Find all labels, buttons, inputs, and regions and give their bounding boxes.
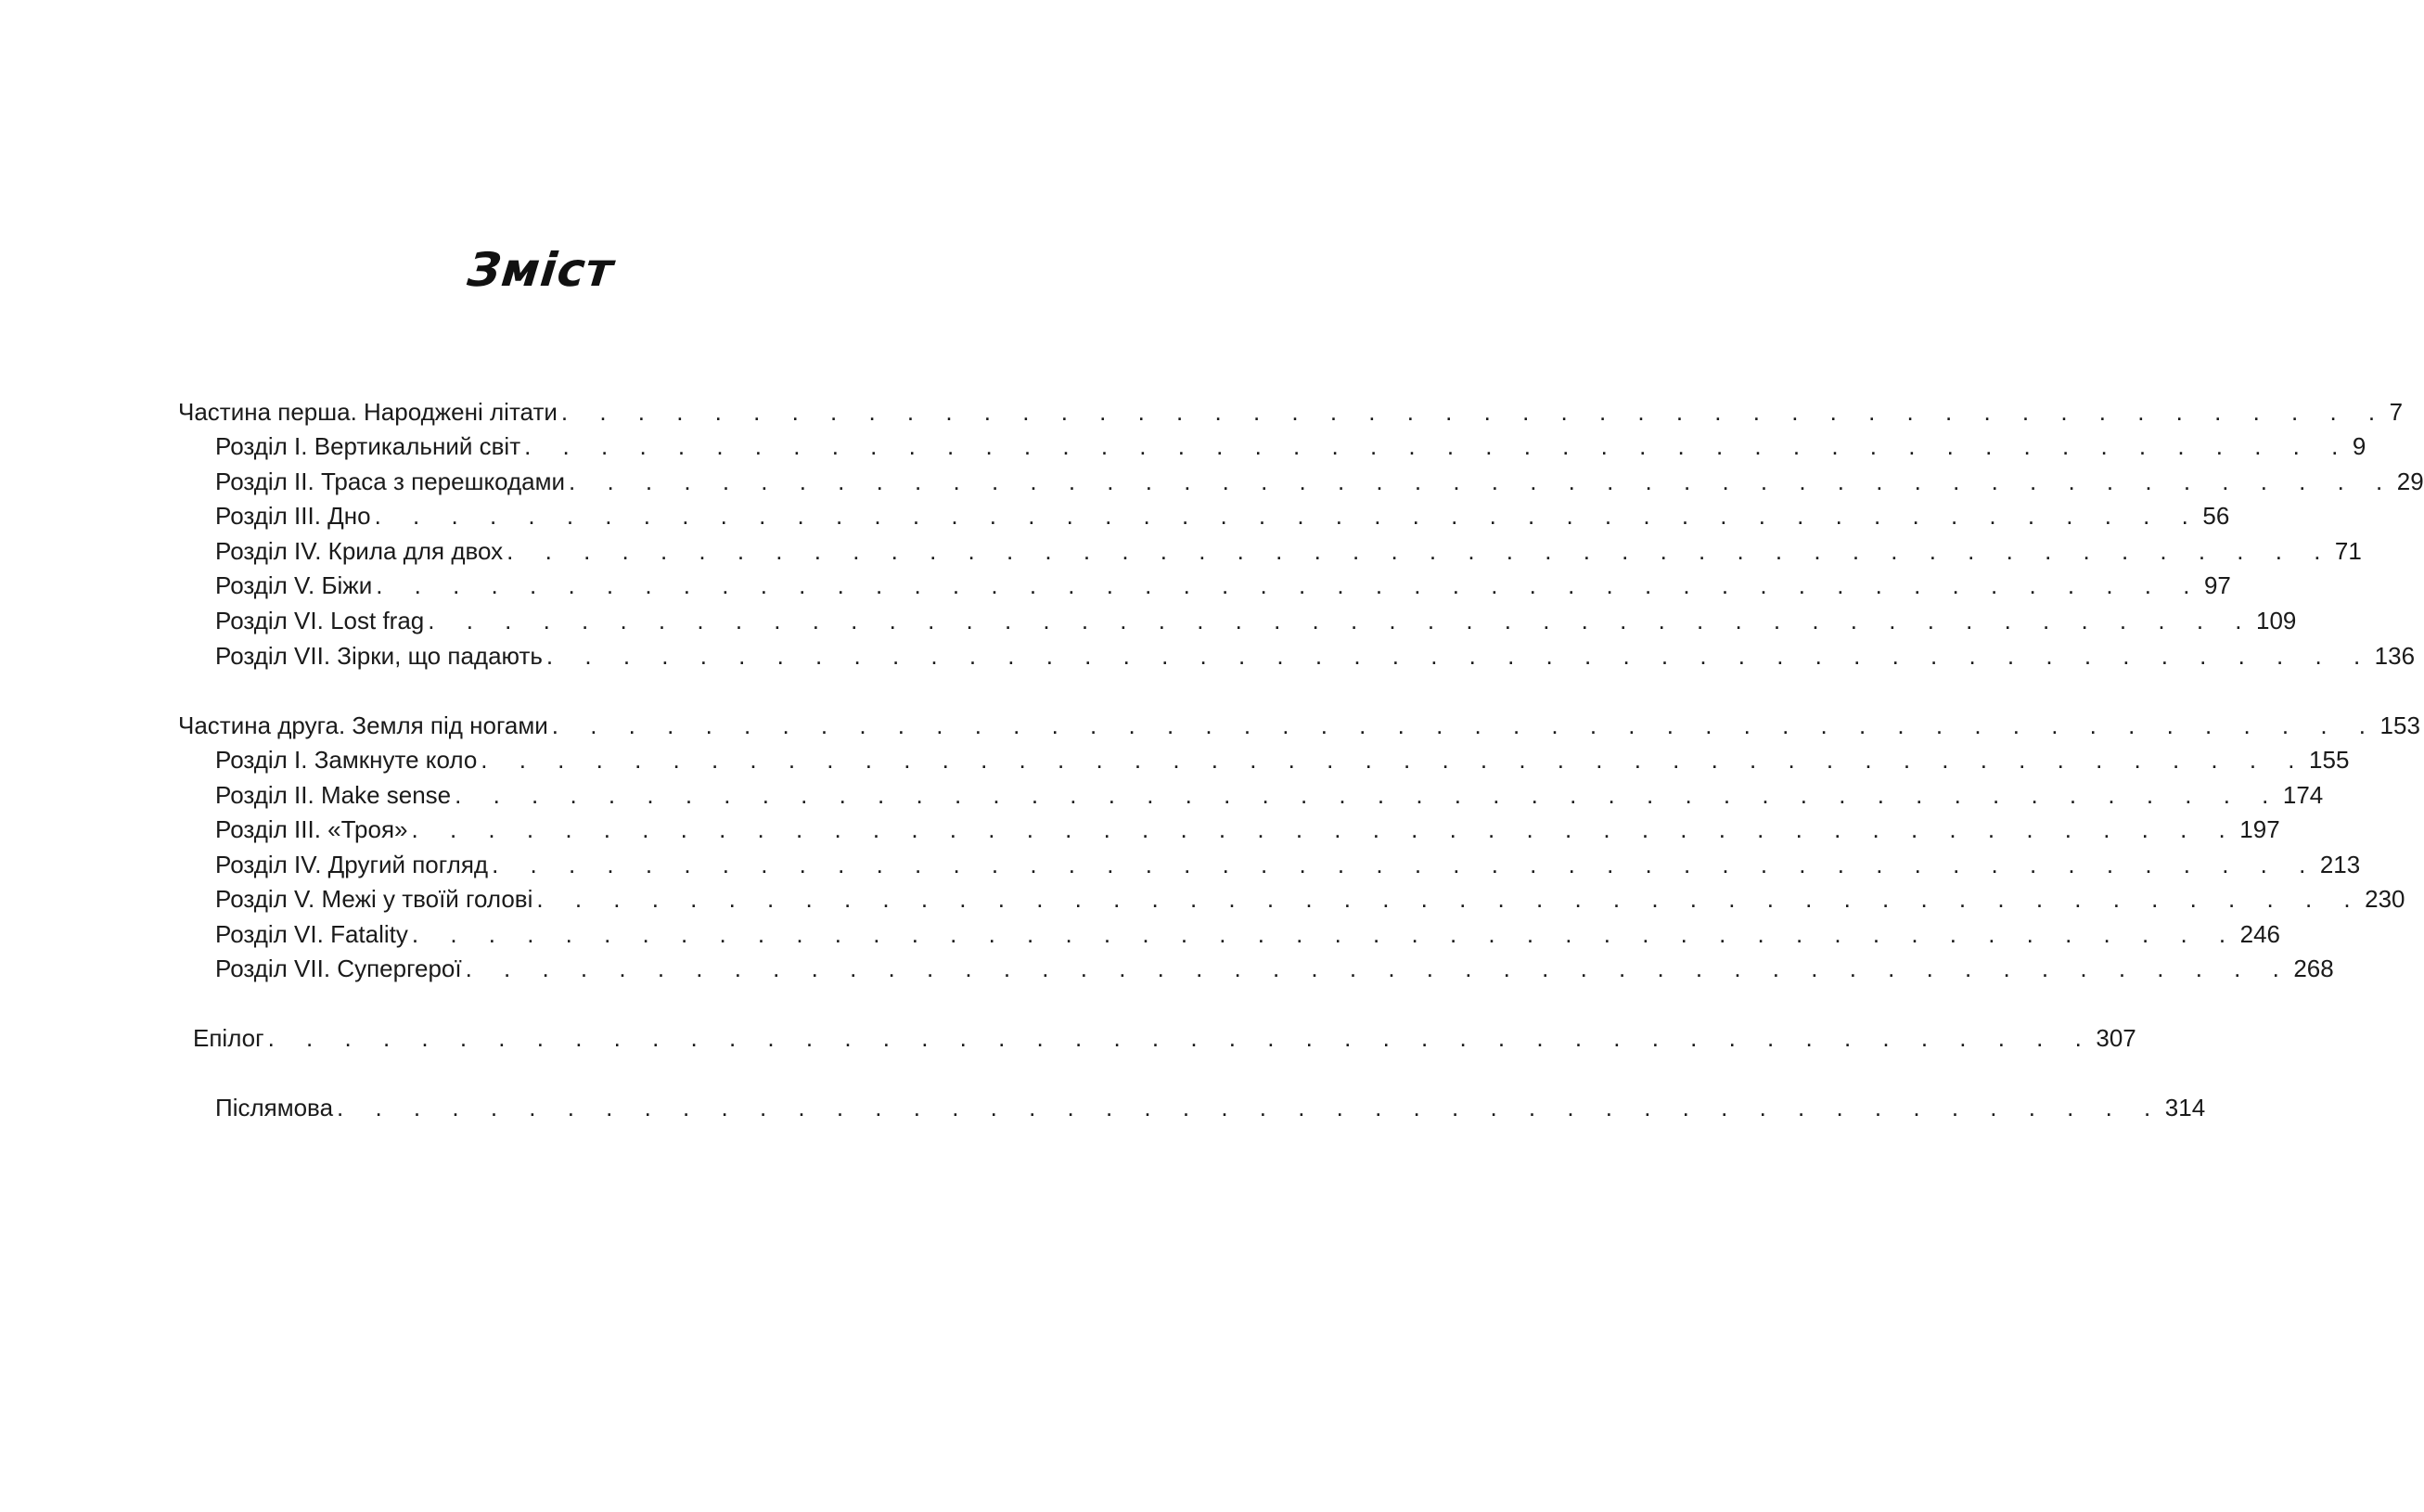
toc-part-title: Частина друга. Земля під ногами [178, 711, 548, 739]
toc-page-number: 29 [2396, 468, 2424, 495]
toc-chapter-title: Розділ VII. Супергерої [215, 955, 462, 982]
toc-page-number: 56 [2202, 502, 2230, 530]
dot-leader: . . . . . . . . . . . . . . . . . . . . . . . . . . . . . . . . . . . . . . . . . . . . . . . . [507, 537, 2333, 565]
dot-leader: . . . . . . . . . . . . . . . . . . . . . . . . . . . . . . . . . . . . . . . . . . . . . . . . [374, 502, 2201, 530]
toc-chapter-title: Розділ I. Замкнуте коло [215, 746, 478, 774]
dot-leader: . . . . . . . . . . . . . . . . . . . . . . . . . . . . . . . . . . . . . . . . . . . . . . . . [337, 1094, 2163, 1121]
toc-page-number: 268 [2293, 955, 2334, 982]
toc-page-number: 246 [2239, 920, 2281, 948]
toc-chapter-title: Розділ IV. Другий погляд [215, 851, 489, 878]
toc-part-1[interactable] [178, 394, 2404, 429]
toc-part-2[interactable] [178, 708, 2420, 743]
dot-leader: . . . . . . . . . . . . . . . . . . . . . . . . . . . . . . . . . . . . . . . . . . . . . . . . [536, 885, 2364, 913]
toc-chapter-title: Розділ II. Траса з перешкодами [215, 468, 566, 495]
toc-page-number: 109 [2256, 607, 2297, 634]
dot-leader: . . . . . . . . . . . . . . . . . . . . . . . . . . . . . . . . . . . . . . . . . . . . . . . . [428, 607, 2254, 634]
toc-chapter-title: Розділ II. Make sense [215, 781, 452, 809]
dot-leader: . . . . . . . . . . . . . . . . . . . . . . . . . . . . . . . . . . . . . . . . . . . . . . . . [455, 781, 2281, 809]
toc-chapter-title: Розділ VII. Зірки, що падають [215, 642, 543, 670]
toc-afterword-title: Післямова [215, 1094, 334, 1121]
toc-chapter-title: Розділ IV. Крила для двох [215, 537, 504, 565]
dot-leader: . . . . . . . . . . . . . . . . . . . . . . . . . . . . . . . . . . . . . . . . . . . . . . . . [376, 571, 2202, 599]
toc-chapter[interactable] [215, 603, 2297, 638]
dot-leader: . . . . . . . . . . . . . . . . . . . . . . . . . . . . . . . . . . . . . . . . . . . . . . . . [569, 468, 2395, 495]
toc-chapter[interactable] [215, 638, 2416, 673]
dot-leader: . . . . . . . . . . . . . . . . . . . . . . . . . . . . . . . . . . . . . . . . . . . . . . . . [267, 1024, 2095, 1052]
toc-page-number: 97 [2203, 571, 2231, 599]
toc-page-number: 314 [2164, 1094, 2206, 1121]
toc-chapter-title: Розділ VI. Lost frag [215, 607, 425, 634]
toc-page-number: 197 [2239, 815, 2280, 843]
dot-leader: . . . . . . . . . . . . . . . . . . . . . . . . . . . . . . . . . . . . . . . . . . . . . . . . [411, 815, 2238, 843]
dot-leader: . . . . . . . . . . . . . . . . . . . . . . . . . . . . . . . . . . . . . . . . . . . . . . . . [524, 432, 2351, 460]
toc-page-number: 155 [2309, 746, 2350, 774]
toc-chapter-title: Розділ III. Дно [215, 502, 371, 530]
toc-chapter-title: Розділ V. Біжи [215, 571, 373, 599]
toc-page-number: 213 [2319, 851, 2361, 878]
page-title: Зміст [465, 243, 617, 297]
toc-chapter[interactable] [215, 498, 2230, 533]
toc-page-number: 9 [2352, 432, 2366, 460]
toc-page-number: 7 [2389, 398, 2404, 426]
toc-afterword[interactable] [215, 1090, 2206, 1125]
toc-page-number: 71 [2334, 537, 2362, 565]
toc-chapter-title: Розділ III. «Троя» [215, 815, 408, 843]
dot-leader: . . . . . . . . . . . . . . . . . . . . . . . . . . . . . . . . . . . . . . . . . . . . . . . . [481, 746, 2308, 774]
toc-epilogue[interactable] [193, 1020, 2136, 1056]
toc-chapter[interactable] [215, 951, 2334, 986]
dot-leader: . . . . . . . . . . . . . . . . . . . . . . . . . . . . . . . . . . . . . . . . . . . . . . . . [551, 711, 2379, 739]
toc-chapter[interactable] [215, 881, 2405, 916]
toc-chapter[interactable] [215, 916, 2281, 952]
toc-page-number: 136 [2374, 642, 2416, 670]
toc-page-number: 153 [2379, 711, 2420, 739]
toc-chapter[interactable] [215, 429, 2366, 464]
toc-chapter[interactable] [215, 812, 2280, 847]
toc-chapter[interactable] [215, 568, 2231, 603]
dot-leader: . . . . . . . . . . . . . . . . . . . . . . . . . . . . . . . . . . . . . . . . . . . . . . . . [465, 955, 2292, 982]
dot-leader: . . . . . . . . . . . . . . . . . . . . . . . . . . . . . . . . . . . . . . . . . . . . . . . . [411, 920, 2238, 948]
dot-leader: . . . . . . . . . . . . . . . . . . . . . . . . . . . . . . . . . . . . . . . . . . . . . . . . [545, 642, 2373, 670]
toc-chapter[interactable] [215, 847, 2361, 882]
toc-chapter-title: Розділ I. Вертикальний світ [215, 432, 521, 460]
toc-chapter[interactable] [215, 777, 2324, 813]
toc-chapter-title: Розділ V. Межі у твоїй голові [215, 885, 533, 913]
dot-leader: . . . . . . . . . . . . . . . . . . . . . . . . . . . . . . . . . . . . . . . . . . . . . . . . [560, 398, 2388, 426]
toc-page-number: 307 [2096, 1024, 2136, 1052]
toc-chapter[interactable] [215, 742, 2350, 777]
toc-part-title: Частина перша. Народжені літати [178, 398, 558, 426]
toc-epilogue-title: Епілог [193, 1024, 264, 1052]
toc-chapter-title: Розділ VI. Fatality [215, 920, 408, 948]
toc-chapter[interactable] [215, 464, 2424, 499]
toc-chapter[interactable] [215, 533, 2362, 569]
dot-leader: . . . . . . . . . . . . . . . . . . . . . . . . . . . . . . . . . . . . . . . . . . . . . . . . [492, 851, 2318, 878]
toc-page-number: 230 [2365, 885, 2405, 913]
toc-page-number: 174 [2282, 781, 2324, 809]
